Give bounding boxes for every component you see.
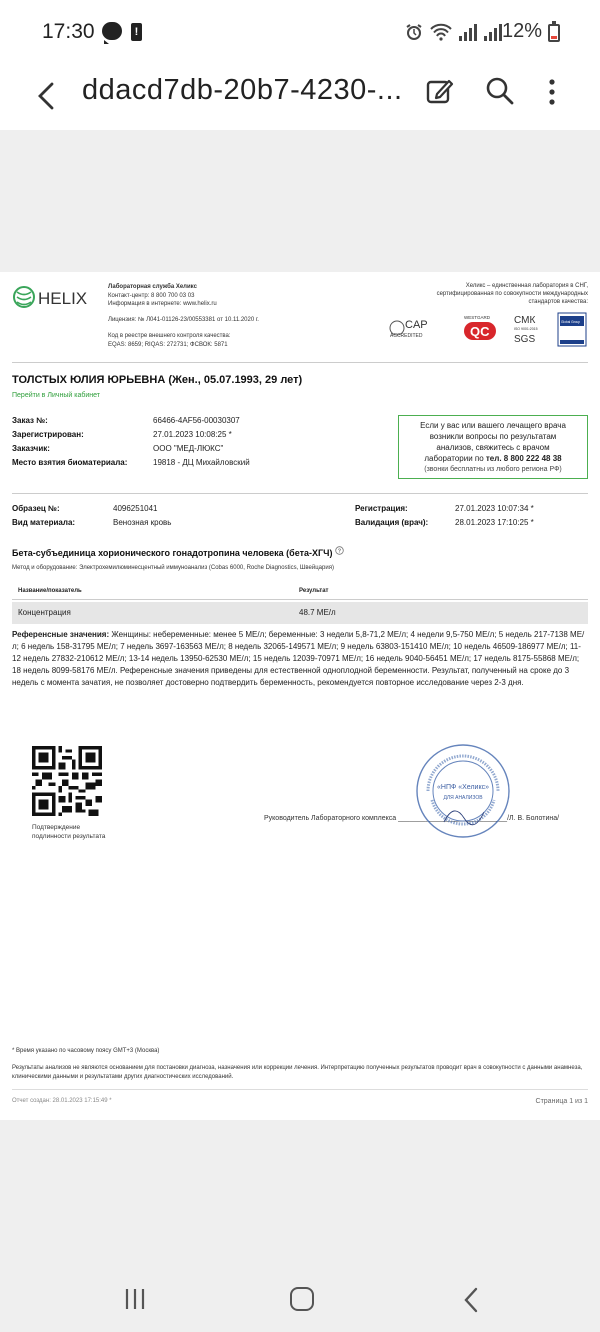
reference-text: Женщины: небеременные: менее 5 МЕ/л; беременные: 3 недели 5,8-71,2 МЕ/л; 4 недели 9,5-750 МЕ/л; 5 недель 217-7138 МЕ/л; 6 недель 158-31795 МЕ/л; 7 недель 3697-163563 МЕ/л; 8 недель 32065-149571 МЕ/л; 9 недель 63803-151410 МЕ/л; 10 недель 46509-186977 МЕ/л; 11-12 недель 27832-210612 МЕ/л; 13-14 недель 13950-62530 МЕ/л; 15 недель 12039-70971 МЕ/л; 16 недель 9040-56451 МЕ/л; 17 недель 8175-55868 МЕ/л; 18 недель 8099-58176 МЕ/л. Референсные значения приведены для естественной одноплодной беременности. Результат, полученный на сроке до 3 недель с момента зачатия, не позволяет достоверно подтвердить беременность, рекомендуется повторное исследование через 2-3 дня. bbox=[12, 630, 585, 687]
sample-number-label: Образец №: bbox=[12, 504, 60, 513]
recent-apps-icon[interactable] bbox=[124, 1288, 146, 1310]
sampling-place-value: 19818 - ДЦ Михайловский bbox=[153, 458, 250, 467]
home-icon[interactable] bbox=[290, 1287, 314, 1311]
divider bbox=[12, 362, 588, 363]
cap-sub-text: ACCREDITED bbox=[390, 333, 423, 339]
test-title-text: Бета-субъединица хорионического гонадотропина человека (бета-ХГЧ) bbox=[12, 548, 333, 558]
customer-value: ООО "МЕД-ЛЮКС" bbox=[153, 444, 224, 453]
table-row bbox=[12, 602, 588, 624]
cert-line-1: Хеликс – единственная лаборатория в СНГ, bbox=[465, 283, 588, 289]
wifi-icon bbox=[430, 23, 452, 41]
smk-sgs-logo bbox=[514, 315, 538, 345]
lab-website: Информация в интернете: www.helix.ru bbox=[108, 301, 217, 308]
timezone-footnote: * Время указано по часовому поясу GMT+3 (Москва) bbox=[12, 1048, 160, 1054]
stamp-text: «НПФ «Хеликс» bbox=[437, 784, 489, 791]
patient-name: ТОЛСТЫХ ЮЛИЯ ЮРЬЕВНА (Жен., 05.07.1993, 29 лет) bbox=[12, 374, 303, 386]
certification-logos bbox=[388, 310, 588, 350]
registered-label: Зарегистрирован: bbox=[12, 430, 84, 439]
status-bar bbox=[0, 0, 600, 62]
lab-stamp bbox=[414, 742, 512, 840]
pdf-page bbox=[0, 272, 600, 1120]
logo-text: HELIX bbox=[38, 289, 88, 308]
alarm-icon bbox=[405, 23, 423, 41]
cap-logo bbox=[390, 319, 428, 339]
signal-icon-1 bbox=[459, 24, 477, 41]
customer-label: Заказчик: bbox=[12, 444, 50, 453]
lab-registry bbox=[108, 332, 231, 349]
order-number-value: 66466-4AF56-00030307 bbox=[153, 416, 240, 425]
lab-contact: Контакт-центр: 8 800 700 03 03 bbox=[108, 292, 195, 299]
doctor-contact-callout bbox=[398, 415, 588, 479]
personal-cabinet-link[interactable]: Перейти в Личный кабинет bbox=[12, 392, 101, 399]
cert-line-2: сертифицированная по совокупности международных bbox=[436, 291, 588, 297]
validation-value: 28.01.2023 17:10:25 * bbox=[455, 518, 534, 527]
result-value: 48.7 МЕ/л bbox=[299, 608, 336, 617]
cert-line-3: стандартов качества: bbox=[528, 299, 588, 305]
sample-date-values bbox=[455, 502, 534, 530]
qr-caption-line-2: подлинности результата bbox=[32, 833, 106, 840]
reference-values bbox=[12, 629, 588, 689]
lab-license: Лицензия: № Л041-01126-23/00553381 от 10.11.2020 г. bbox=[108, 317, 259, 323]
results-table-header bbox=[12, 586, 588, 600]
sample-date-labels bbox=[355, 502, 428, 530]
callout-line-5: (звонки бесплатны из любого региона РФ) bbox=[424, 466, 562, 473]
battery-percent: 12% bbox=[501, 20, 542, 42]
help-icon[interactable] bbox=[335, 546, 344, 555]
westgard-text: WESTGARD bbox=[464, 315, 491, 320]
validation-label: Валидация (врач): bbox=[355, 518, 429, 527]
registry-line-1: Код в реестре внешнего контроля качества: bbox=[108, 333, 231, 339]
callout-phone[interactable]: тел. 8 800 222 48 38 bbox=[485, 454, 562, 463]
cap-text: CAP bbox=[405, 319, 428, 331]
qr-caption-line-1: Подтверждение bbox=[32, 824, 81, 831]
clock: 17:30 bbox=[42, 20, 95, 43]
qr-caption bbox=[32, 823, 105, 841]
search-icon[interactable] bbox=[484, 75, 516, 107]
navigation-bar bbox=[0, 1260, 600, 1332]
westgard-qc-logo bbox=[464, 315, 496, 340]
registered-value: 27.01.2023 10:08:25 * bbox=[153, 430, 232, 439]
order-values bbox=[153, 414, 250, 470]
sampling-place-label: Место взятия биоматериала: bbox=[12, 458, 128, 467]
status-icons bbox=[405, 23, 502, 41]
back-arrow-icon[interactable] bbox=[32, 76, 60, 116]
smk-text: СМК bbox=[514, 315, 536, 326]
callout-line-1: Если у вас или вашего лечащего врача bbox=[420, 421, 566, 430]
material-label: Вид материала: bbox=[12, 518, 76, 527]
reference-label: Референсные значения: bbox=[12, 630, 110, 639]
signal-icon-2 bbox=[484, 24, 502, 41]
message-notification-icon bbox=[102, 22, 122, 40]
lab-name: Лабораторная служба Хеликс bbox=[108, 284, 197, 290]
qr-code[interactable] bbox=[32, 746, 102, 816]
divider bbox=[12, 1089, 588, 1090]
registration-label: Регистрация: bbox=[355, 504, 408, 513]
global-text: Global Group bbox=[561, 320, 580, 324]
test-title bbox=[12, 546, 344, 558]
disclaimer: Результаты анализов не являются основанием для постановки диагноза, назначения или коррекции лечения. Интерпретацию полученных результатов проводит врач в совокупности с данными анамнеза, клиническими данными и результатами других диагностических исследований. bbox=[12, 1065, 583, 1080]
lab-contacts bbox=[108, 283, 217, 309]
registry-line-2: EQAS: 8659; RIQAS: 272731; ФСВОК: 5871 bbox=[108, 341, 228, 348]
document-title: ddacd7db-20b7-4230-... bbox=[82, 74, 403, 106]
sample-number-value: 4096251041 bbox=[113, 504, 158, 513]
result-name: Концентрация bbox=[18, 608, 71, 617]
sample-values bbox=[113, 502, 171, 530]
registration-value: 27.01.2023 10:07:34 * bbox=[455, 504, 534, 513]
certification-text bbox=[388, 282, 588, 306]
sgs-text: SGS bbox=[514, 334, 536, 345]
app-bar bbox=[0, 62, 600, 130]
callout-line-4: лаборатории по bbox=[424, 454, 486, 463]
global-group-logo bbox=[558, 313, 586, 346]
edit-icon[interactable] bbox=[424, 75, 456, 107]
sample-labels bbox=[12, 502, 75, 530]
order-labels bbox=[12, 414, 127, 470]
nav-back-icon[interactable] bbox=[462, 1286, 480, 1314]
more-options-icon[interactable] bbox=[540, 74, 564, 110]
stamp-sub-text: ДЛЯ АНАЛИЗОВ bbox=[443, 795, 483, 801]
method-text: Метод и оборудование: Электрохемилюминесцентный иммуноанализ (Cobas 6000, Roche Diagnostics, Швейцария) bbox=[12, 565, 334, 571]
report-created: Отчет создан: 28.01.2023 17:15:49 * bbox=[12, 1098, 112, 1104]
col-name-header: Название/показатель bbox=[18, 588, 82, 594]
battery-icon bbox=[548, 24, 560, 42]
battery-alert-icon: ! bbox=[131, 23, 142, 41]
page-counter: Страница 1 из 1 bbox=[535, 1098, 588, 1105]
qc-text: QC bbox=[470, 324, 490, 339]
svg-text:?: ? bbox=[337, 548, 342, 555]
order-number-label: Заказ №: bbox=[12, 416, 48, 425]
divider bbox=[12, 493, 588, 494]
callout-line-3: анализов, свяжитесь с врачом bbox=[436, 443, 550, 452]
helix-logo bbox=[12, 284, 92, 310]
callout-line-2: возникли вопросы по результатам bbox=[429, 432, 557, 441]
lab-head-signature: Руководитель Лабораторного комплекса ____________________________/Л. В. Болотина/ bbox=[264, 815, 560, 822]
col-result-header: Результат bbox=[299, 588, 329, 594]
iso-text: ISO 9001:2015 bbox=[514, 327, 538, 331]
material-value: Венозная кровь bbox=[113, 518, 172, 527]
